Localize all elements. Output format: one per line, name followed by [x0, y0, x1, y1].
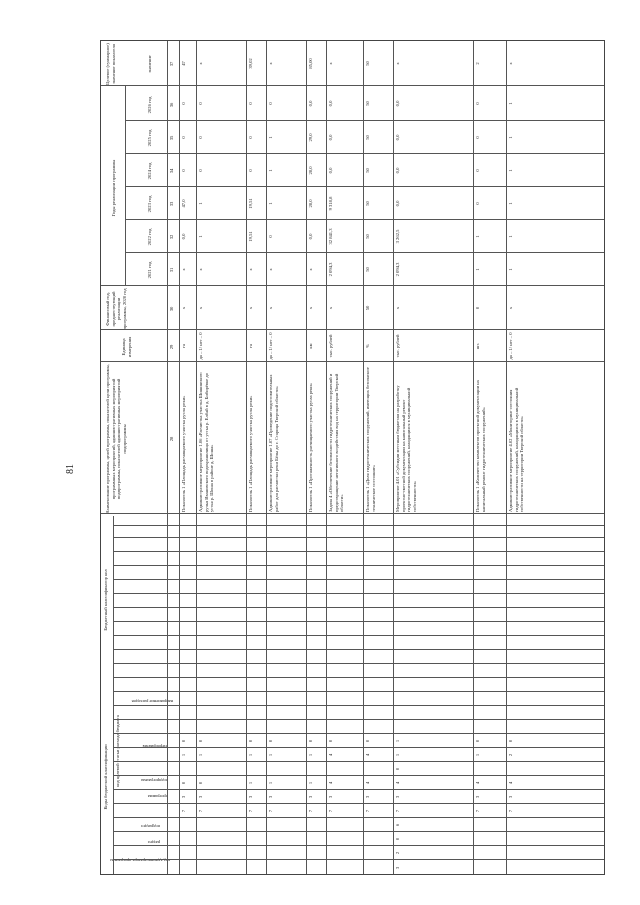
row-line — [196, 41, 197, 875]
col-line — [101, 513, 605, 514]
code-cell: 4 — [395, 781, 400, 785]
header-year-2023: 2023 год — [147, 195, 152, 213]
cell-target: 47 — [181, 61, 186, 66]
col-line — [113, 635, 605, 636]
cell-unit: % — [365, 344, 370, 348]
cell-v2025: 0,0 — [395, 134, 400, 141]
code-cell: 4 — [328, 753, 333, 757]
cell-v2023: 50 — [365, 201, 370, 206]
cell-v2025: 1 — [508, 136, 513, 139]
cell-v2024: 0 — [181, 169, 186, 172]
cell-fin: х — [198, 306, 203, 310]
cell-target: х — [268, 62, 273, 65]
cell-fin: х — [328, 306, 333, 310]
colnum-29: 29 — [169, 344, 174, 350]
code-cell: 0 — [308, 739, 313, 743]
cell-target: х — [198, 62, 203, 65]
classifier-divider — [113, 516, 114, 875]
code-cell: 3 — [395, 866, 400, 870]
cell-v2021: х — [268, 268, 273, 271]
row-name: Показатель 1 «Доля гидротехнических сооружений, имеющих безопасное техническое состояние» — [365, 367, 376, 512]
cell-target: х — [328, 62, 333, 65]
cell-unit: тыс. рублей — [328, 334, 333, 358]
rotated-table — [101, 41, 605, 875]
col-line — [113, 719, 605, 720]
col-line — [101, 85, 605, 86]
header-years-group: Годы реализации программы — [111, 159, 116, 217]
cell-target: 50 — [365, 61, 370, 66]
header-budget-codes: Коды бюджетной классификации — [103, 744, 108, 810]
cell-v2022: 0,0 — [308, 233, 313, 240]
code-cell: 0 — [198, 781, 203, 785]
row-line — [473, 41, 474, 875]
header-year-2025: 2025 год — [147, 129, 152, 147]
header-target-article: код целевой статьи расхода бюджета — [115, 715, 120, 787]
cell-v2022: 1 — [198, 235, 203, 238]
row-line — [506, 41, 507, 875]
header-divider — [167, 41, 168, 875]
col-line — [113, 831, 605, 832]
page-number: 81 — [65, 464, 76, 474]
cell-v2022: 1 — [475, 235, 480, 238]
code-cell: 0 — [181, 739, 186, 743]
code-cell: 1 — [395, 753, 400, 757]
cell-v2024: 0 — [198, 169, 203, 172]
cell-v2025: 29,0 — [308, 133, 313, 142]
cell-v2022: 0 — [268, 235, 273, 238]
header-classifier: Бюджетный классификатор кол — [103, 569, 108, 631]
cell-v2021: х — [198, 268, 203, 271]
row-name: Показатель 1 «Площадь расчищаемого участка русла реки» — [248, 395, 253, 512]
code-cell: 6 — [395, 823, 400, 827]
row-line — [306, 41, 307, 875]
code-cell: 7 — [198, 809, 203, 813]
cell-v2024: 1 — [268, 169, 273, 172]
cell-v2021: 50 — [365, 267, 370, 272]
row-line — [266, 41, 267, 875]
col-line — [101, 329, 605, 330]
cell-v2023: 0,0 — [395, 200, 400, 207]
cell-fin: 0 — [475, 306, 480, 310]
cell-fin: х — [395, 306, 400, 310]
cell-v2023: 1 — [198, 202, 203, 205]
colnum-28: 28 — [169, 436, 174, 442]
cell-unit: да – 1/ нет – 0 — [198, 332, 203, 360]
code-cell: 0 — [395, 767, 400, 771]
code-cell: 1 — [248, 753, 253, 757]
code-cell: 3 — [365, 795, 370, 799]
code-cell: 4 — [365, 753, 370, 757]
cell-target: 85,00 — [308, 58, 313, 69]
col-line — [113, 565, 605, 566]
code-cell: 7 — [395, 809, 400, 813]
code-cell: 1 — [268, 753, 273, 757]
cell-v2021: 2 094,3 — [395, 262, 400, 277]
header-year-2021: 2021 год — [147, 261, 152, 279]
col-line — [113, 817, 605, 818]
cell-v2025: 0 — [181, 136, 186, 139]
cell-v2026: 1 — [508, 102, 513, 105]
col-line — [113, 621, 605, 622]
cell-fin: х — [268, 306, 273, 310]
header-program: программа — [147, 794, 168, 799]
colnum-divider — [179, 41, 180, 875]
code-cell: 7 — [475, 809, 480, 813]
code-cell: 7 — [268, 809, 273, 813]
cell-v2025: 0 — [248, 136, 253, 139]
col-line — [113, 551, 605, 552]
header-name-col: Наименование программы, целей программы, показателей цели программы, программных мероприятий, административных мероприятий подпрограммы, показателей административных мероприятий подпрограммы — [105, 364, 128, 514]
cell-v2023: 1 — [268, 202, 273, 205]
code-cell: 1 — [395, 739, 400, 743]
col-line — [113, 761, 605, 762]
cell-v2024: 0 — [475, 169, 480, 172]
row-name: Административное мероприятие 1.07 «Проведение подготовительных работ для расчистки реки Бёлы до г. Старица Тверской области» — [268, 374, 279, 512]
cell-v2022: 1 — [508, 235, 513, 238]
header-value-col: значение — [147, 55, 152, 73]
code-cell: 0 — [198, 739, 203, 743]
cell-fin: х — [508, 306, 513, 310]
code-cell: 7 — [365, 809, 370, 813]
code-cell: 7 — [308, 809, 313, 813]
header-subprogram: подпрограмма — [141, 778, 168, 783]
cell-target: х — [395, 62, 400, 65]
row-line — [363, 41, 364, 875]
col-line — [113, 649, 605, 650]
cell-v2024: 0 — [248, 169, 253, 172]
cell-v2026: 0,0 — [308, 100, 313, 107]
code-cell: 4 — [475, 781, 480, 785]
col-line — [113, 663, 605, 664]
col-line — [113, 607, 605, 608]
cell-unit: да – 1/ нет – 0 — [268, 332, 273, 360]
cell-unit: га — [248, 344, 253, 348]
col-line — [113, 859, 605, 860]
header-target-col: Целевое (суммарное) значение показателя — [105, 43, 116, 85]
colnum-30: 30 — [169, 306, 174, 312]
row-line — [246, 41, 247, 875]
col-line — [113, 691, 605, 692]
col-line — [125, 120, 605, 121]
col-line — [113, 579, 605, 580]
cell-fin: х — [308, 306, 313, 310]
cell-v2022: 3 262,5 — [395, 229, 400, 244]
col-line — [125, 219, 605, 220]
cell-v2026: 0 — [475, 102, 480, 105]
row-line — [326, 41, 327, 875]
code-cell: 3 — [475, 795, 480, 799]
header-year-2024: 2024 год — [147, 162, 152, 180]
col-line — [113, 677, 605, 678]
row-name: Показатель 1 «Площадь расчищаемого участка русла реки» — [181, 395, 186, 512]
code-cell: 3 — [248, 795, 253, 799]
code-cell: 3 — [181, 795, 186, 799]
cell-v2023: 1 — [508, 202, 513, 205]
cell-v2022: 0,0 — [181, 233, 186, 240]
col-line — [113, 775, 605, 776]
cell-v2023: 47,0 — [181, 199, 186, 208]
cell-v2025: 0 — [475, 136, 480, 139]
cell-v2024: 1 — [508, 169, 513, 172]
col-line — [101, 285, 605, 286]
cell-v2026: 0,0 — [328, 100, 333, 107]
code-cell: 7 — [181, 809, 186, 813]
cell-v2023: 28,0 — [308, 199, 313, 208]
code-cell: 4 — [328, 781, 333, 785]
colnum-34: 34 — [169, 168, 174, 174]
code-cell: 1 — [268, 781, 273, 785]
cell-target: 2 — [475, 62, 480, 65]
cell-v2022: 50 — [365, 234, 370, 239]
code-cell: 0 — [508, 739, 513, 743]
code-cell: 0 — [395, 837, 400, 841]
cell-v2026: 0 — [248, 102, 253, 105]
cell-v2026: 0 — [181, 102, 186, 105]
cell-v2026: 50 — [365, 101, 370, 106]
cell-fin: 50 — [365, 305, 370, 311]
code-cell: 2 — [508, 753, 513, 757]
cell-fin: х — [248, 306, 253, 310]
row-name: Задача 4 «Обеспечение безопасности гидротехнических сооружений и предотвращение негативного воздействия вод на территории Тверской области» — [328, 373, 345, 512]
code-cell: 0 — [475, 739, 480, 743]
col-line — [113, 537, 605, 538]
code-cell: 1 — [308, 781, 313, 785]
row-name: Показатель 1 «Количество комплектов проектной документации на капитальный ремонт гидротехнических сооружений» — [475, 380, 486, 512]
cell-v2022: 19,51 — [248, 231, 253, 242]
header-year-2022: 2022 год — [147, 228, 152, 246]
code-cell: 0 — [248, 739, 253, 743]
cell-v2025: 1 — [268, 136, 273, 139]
header-admin-code: код администратора программы — [110, 858, 170, 863]
header-direction: направление расходов — [131, 699, 173, 704]
row-name: Показатель 1 «Протяженность расчищаемого участка русла реки» — [308, 382, 313, 512]
code-cell: 0 — [181, 781, 186, 785]
colnum-37: 37 — [169, 61, 174, 67]
col-line — [113, 593, 605, 594]
cell-unit: га — [181, 344, 186, 348]
cell-unit: тыс. рублей — [395, 334, 400, 358]
cell-v2025: 50 — [365, 135, 370, 140]
code-cell: 0 — [365, 739, 370, 743]
document-table — [100, 40, 605, 875]
colnum-32: 32 — [169, 234, 174, 240]
col-line — [113, 747, 605, 748]
col-line — [101, 361, 605, 362]
col-line — [113, 705, 605, 706]
cell-unit: шт. — [475, 342, 480, 350]
cell-v2021: х — [248, 268, 253, 271]
cell-unit: км — [308, 343, 313, 349]
colnum-36: 36 — [169, 102, 174, 108]
col-line — [113, 845, 605, 846]
cell-v2021: 2 094,3 — [328, 262, 333, 277]
header-activity: Мероприятия — [142, 744, 168, 749]
code-cell: 7 — [248, 809, 253, 813]
code-cell: 0 — [328, 739, 333, 743]
col-line — [125, 153, 605, 154]
col-line — [113, 733, 605, 734]
colnum-33: 33 — [169, 201, 174, 207]
code-cell: 7 — [508, 809, 513, 813]
col-line — [113, 525, 605, 526]
cell-unit: да – 1/ нет – 0 — [508, 332, 513, 360]
cell-v2023: 19,51 — [248, 198, 253, 209]
code-cell: 2 — [395, 851, 400, 855]
cell-v2024: 0,0 — [328, 167, 333, 174]
code-cell: 3 — [395, 795, 400, 799]
cell-v2025: 0 — [198, 136, 203, 139]
cell-v2026: 0 — [198, 102, 203, 105]
code-cell: 3 — [308, 795, 313, 799]
row-line — [393, 41, 394, 875]
code-cell: 4 — [365, 781, 370, 785]
cell-v2023: 0 — [475, 202, 480, 205]
cell-v2026: 0 — [268, 102, 273, 105]
col-line — [125, 252, 605, 253]
cell-v2021: 1 — [508, 268, 513, 271]
cell-target: х — [508, 62, 513, 65]
cell-v2021: 1 — [475, 268, 480, 271]
cell-target: 39,02 — [248, 58, 253, 69]
cell-v2023: 9 318,8 — [328, 196, 333, 211]
cell-v2025: 0,0 — [328, 134, 333, 141]
code-cell: 1 — [248, 781, 253, 785]
col-line — [113, 789, 605, 790]
header-unit-col: Единица измерения — [121, 336, 132, 358]
header-subsection: подраздел — [141, 824, 160, 829]
colnum-35: 35 — [169, 135, 174, 141]
cell-v2026: 0,0 — [395, 100, 400, 107]
cell-fin: х — [181, 306, 186, 310]
cell-v2024: 0,0 — [395, 167, 400, 174]
code-cell: 3 — [198, 795, 203, 799]
code-cell: 1 — [308, 753, 313, 757]
cell-v2022: 32 841,3 — [328, 228, 333, 245]
code-cell: 7 — [328, 809, 333, 813]
header-fin-year-col: Финансовый год, предшествующий реализации программы, 2020 год — [105, 288, 128, 330]
header-section: раздел — [147, 840, 160, 845]
code-cell: 3 — [508, 795, 513, 799]
row-name: Мероприятие 4.01 «Субсидии местным бюджетам на разработку проектно-сметной документации на капитальный ремонт гидротехнических сооружений, находящихся в муниципальной собственности» — [395, 385, 418, 512]
col-line — [113, 803, 605, 804]
cell-v2024: 50 — [365, 168, 370, 173]
row-name: Административное мероприятие 4.02 «Мониторинг состояния гидротехнических сооружений, находящихся в муниципальной собственности на территории Тверской области» — [508, 387, 525, 512]
code-cell: 1 — [181, 753, 186, 757]
col-line — [125, 186, 605, 187]
code-cell: 1 — [198, 753, 203, 757]
code-cell: 4 — [508, 781, 513, 785]
code-cell: 3 — [328, 795, 333, 799]
row-name: Административное мероприятие 1.06 «Расчистка участка Шишинского ручья Ивановского водохранилища от устья р. Елбай в д. Бибирёвке до устья р. Шоша в районе д. Шоша» — [198, 372, 215, 512]
cell-v2021: х — [181, 268, 186, 271]
cell-v2024: 28,0 — [308, 166, 313, 175]
code-cell: 1 — [475, 753, 480, 757]
cell-v2021: х — [308, 268, 313, 271]
colnum-31: 31 — [169, 267, 174, 273]
code-cell: 0 — [268, 739, 273, 743]
header-year-2026: 2026 год — [147, 96, 152, 114]
code-cell: 3 — [268, 795, 273, 799]
